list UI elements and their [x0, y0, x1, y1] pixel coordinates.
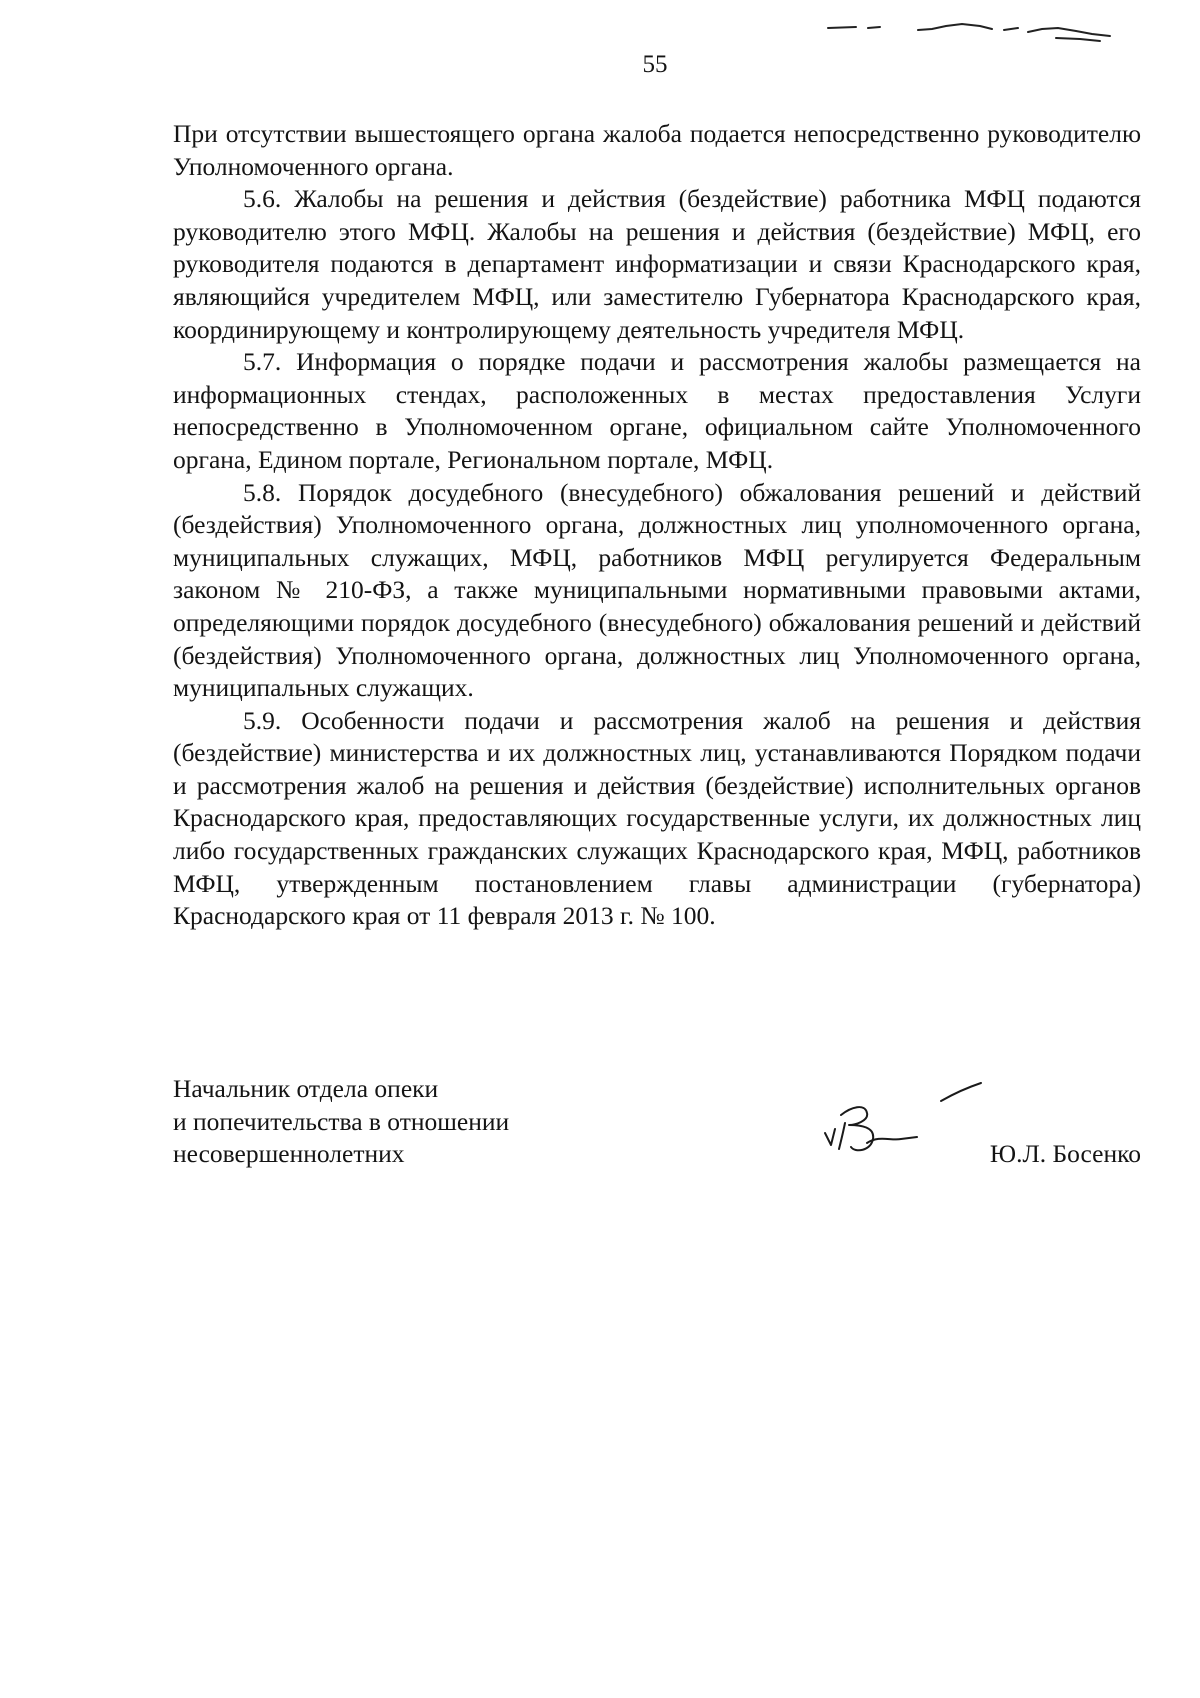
document-body [173, 118, 1141, 933]
paragraph-5-8: 5.8. Порядок досудебного (внесудебного) обжалования решений и действий (бездействия) Уполномоченного органа, должностных лиц уполномоченного органа, муниципальных служащих, МФЦ, работников МФЦ регулируется Федеральным законом № 210-ФЗ, а также муниципальными нормативными правовыми актами, определяющими порядок досудебного (внесудебного) обжалования решений и действий (бездействия) Уполномоченного органа, должностных лиц Уполномоченного органа, муниципальных служащих. [173, 477, 1141, 703]
paragraph-5-6: 5.6. Жалобы на решения и действия (бездействие) работника МФЦ подаются руководителю этого МФЦ. Жалобы на решения и действия (бездействие) МФЦ, его руководителя подаются в департамент информатизации и связи Краснодарского края, являющийся учредителем МФЦ, или заместителю Губернатора Краснодарского края, координирующему и контролирующему деятельность учредителя МФЦ. [173, 184, 1141, 344]
signatory-title-line: Начальник отдела опеки [173, 1074, 439, 1103]
paragraph-intro: При отсутствии вышестоящего органа жалоба подается непосредственно руководителю Уполномоченного органа. [173, 119, 1141, 181]
page-number: 55 [642, 51, 668, 78]
paragraph-5-7: 5.7. Информация о порядке подачи и рассмотрения жалобы размещается на информационных стендах, расположенных в местах предоставления Услуги непосредственно в Уполномоченном органе, официальном сайте Уполномоченного органа, Едином портале, Региональном портале, МФЦ. [173, 347, 1141, 474]
paragraph-5-9: 5.9. Особенности подачи и рассмотрения жалоб на решения и действия (бездействие) министерства и их должностных лиц, устанавливаются Порядком подачи и рассмотрения жалоб на решения и действия (бездействие) исполнительных органов Краснодарского края, предоставляющих государственные услуги, их должностных лиц либо государственных гражданских служащих Краснодарского края, МФЦ, работников МФЦ, утвержденным постановлением главы администрации (губернатора) Краснодарского края от 11 февраля 2013 г. № 100. [173, 705, 1141, 931]
handwritten-signature [793, 1063, 983, 1173]
signature-block [173, 1073, 1141, 1183]
signatory-title-line: несовершеннолетних [173, 1139, 405, 1169]
signatory-name: Ю.Л. Босенко [989, 1139, 1141, 1168]
signatory-title-line: и попечительства в отношении [173, 1106, 510, 1136]
